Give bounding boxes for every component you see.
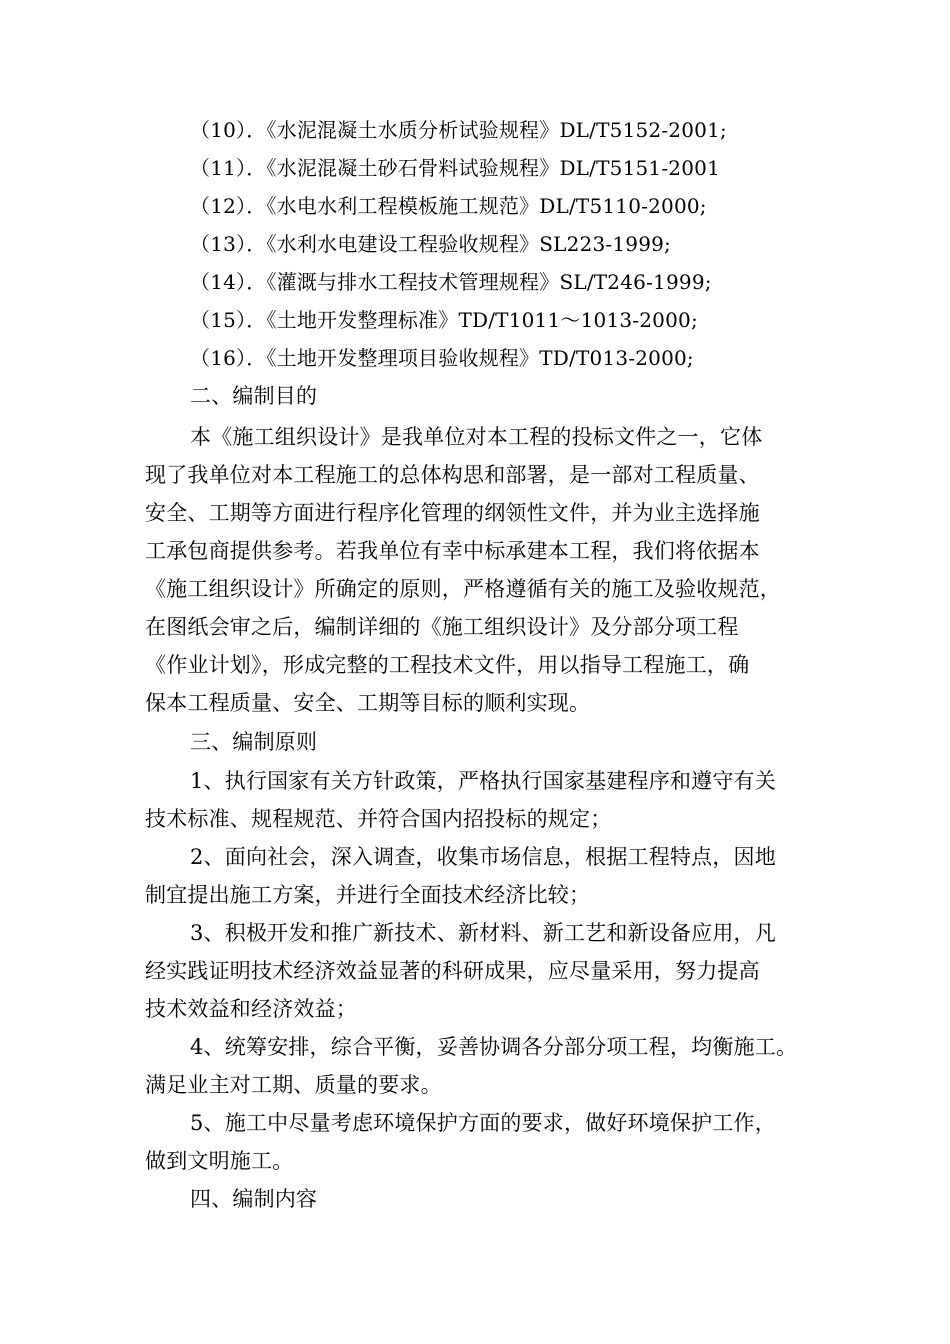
section-heading-purpose: 二、编制目的 xyxy=(190,384,318,408)
reference-item-15: （15）．《土地开发整理标准》TD/T1011～1013-2000; xyxy=(190,308,698,332)
principle-item-3-cont: 技术效益和经济效益； xyxy=(145,997,357,1021)
principle-item-5-cont: 做到文明施工。 xyxy=(145,1149,294,1173)
principle-item-2-cont: 制宜提出施工方案，并进行全面技术经济比较； xyxy=(145,883,591,907)
reference-item-11: （11）．《水泥混凝土砂石骨料试验规程》DL/T5151-2001 xyxy=(190,156,720,180)
principle-item-4-cont: 满足业主对工期、质量的要求。 xyxy=(145,1073,442,1097)
paragraph-line: 《施工组织设计》所确定的原则，严格遵循有关的施工及验收规范， xyxy=(145,577,781,601)
principle-item-5: 5、施工中尽量考虑环境保护方面的要求，做好环境保护工作， xyxy=(190,1111,776,1135)
principle-item-2: 2、面向社会，深入调查，收集市场信息，根据工程特点，因地 xyxy=(190,845,776,869)
paragraph-line: 现了我单位对本工程施工的总体构思和部署，是一部对工程质量、 xyxy=(145,463,760,487)
paragraph-line: 工承包商提供参考。若我单位有幸中标承建本工程，我们将依据本 xyxy=(145,539,760,563)
principle-item-1: 1、执行国家有关方针政策，严格执行国家基建程序和遵守有关 xyxy=(190,769,776,793)
paragraph-line: 保本工程质量、安全、工期等目标的顺利实现。 xyxy=(145,691,591,715)
principle-item-1-cont: 技术标准、规程规范、并符合国内招投标的规定； xyxy=(145,807,612,831)
principle-item-3: 3、积极开发和推广新技术、新材料、新工艺和新设备应用，凡 xyxy=(190,921,776,945)
principle-item-3-cont: 经实践证明技术经济效益显著的科研成果，应尽量采用，努力提高 xyxy=(145,959,760,983)
reference-item-10: （10）．《水泥混凝土水质分析试验规程》DL/T5152-2001; xyxy=(190,118,727,142)
paragraph-line: 《作业计划》，形成完整的工程技术文件，用以指导工程施工，确 xyxy=(145,653,750,677)
reference-item-16: （16）．《土地开发整理项目验收规程》TD/T013-2000; xyxy=(190,346,694,370)
paragraph-line: 安全、工期等方面进行程序化管理的纲领性文件，并为业主选择施 xyxy=(145,501,760,525)
reference-item-13: （13）．《水利水电建设工程验收规程》SL223-1999; xyxy=(190,232,671,256)
section-heading-principles: 三、编制原则 xyxy=(190,730,318,754)
paragraph-line: 本《施工组织设计》是我单位对本工程的投标文件之一，它体 xyxy=(190,425,763,449)
principle-item-4: 4、统筹安排，综合平衡，妥善协调各分部分项工程，均衡施工。 xyxy=(190,1035,798,1059)
reference-item-12: （12）．《水电水利工程模板施工规范》DL/T5110-2000; xyxy=(190,194,707,218)
section-heading-contents: 四、编制内容 xyxy=(190,1187,318,1211)
paragraph-line: 在图纸会审之后，编制详细的《施工组织设计》及分部分项工程 xyxy=(145,615,739,639)
reference-item-14: （14）．《灌溉与排水工程技术管理规程》SL/T246-1999; xyxy=(190,270,712,294)
